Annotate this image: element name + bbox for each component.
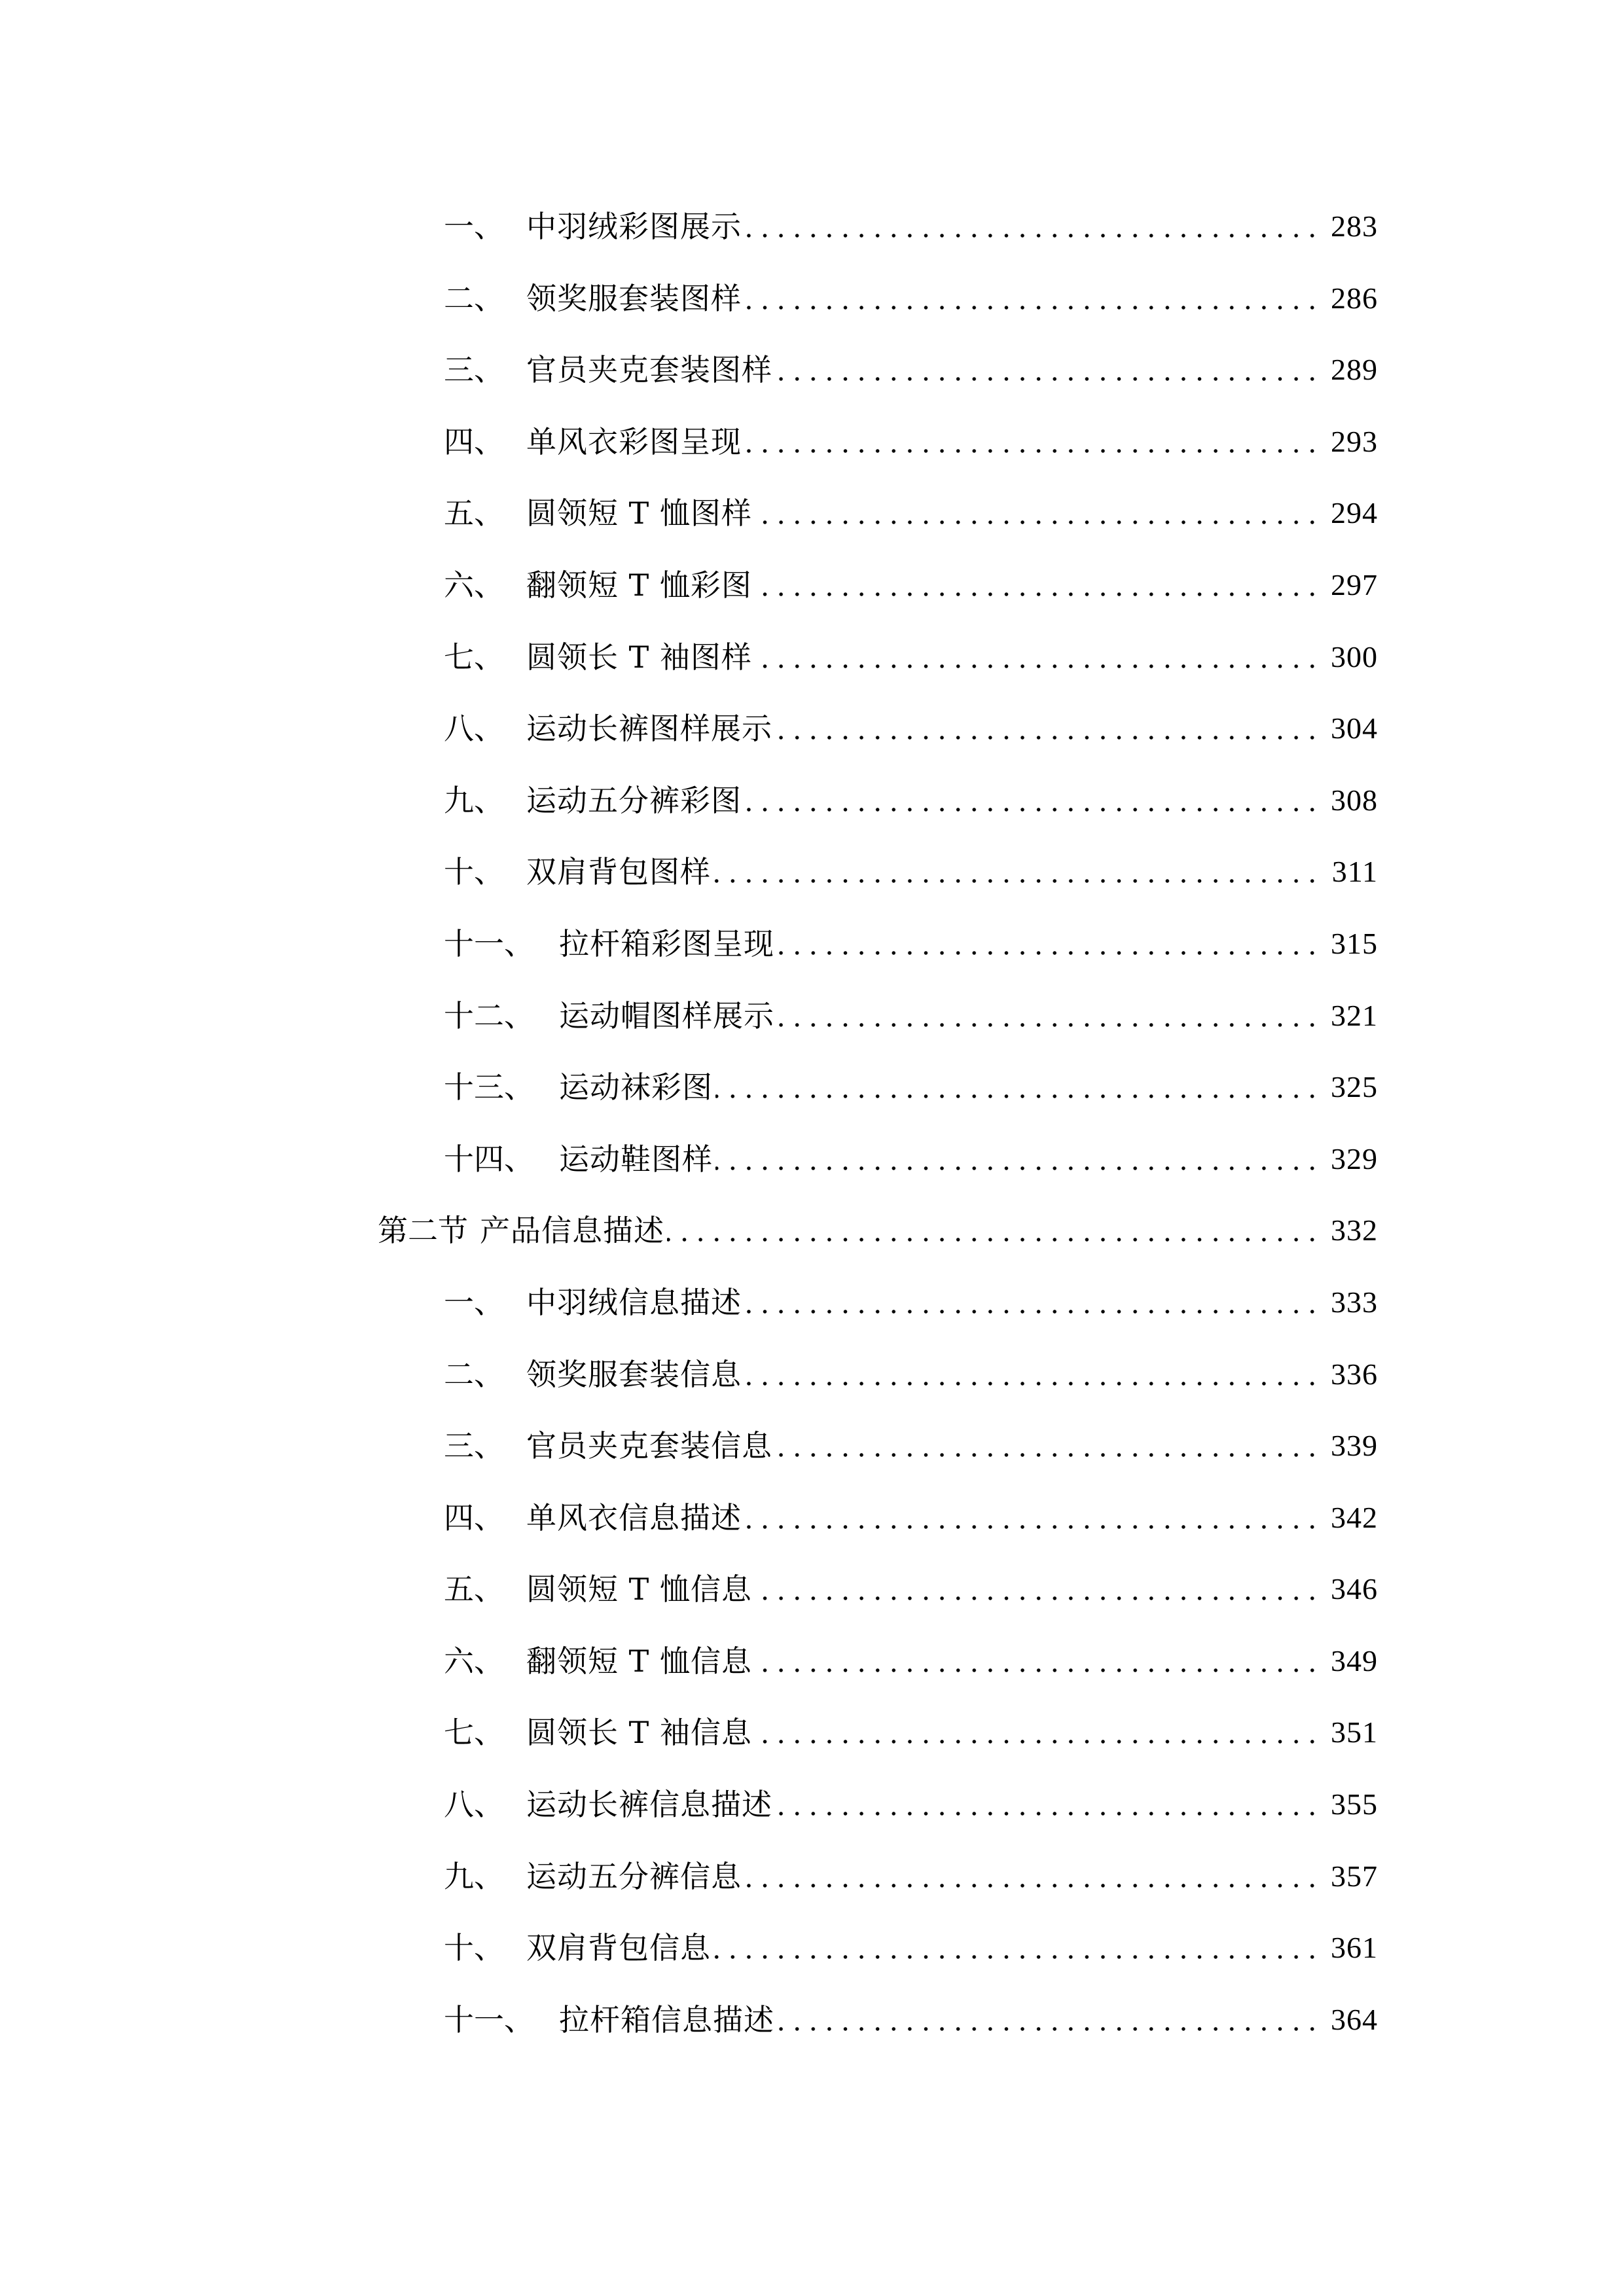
toc-entry[interactable] [378, 1714, 1378, 1786]
toc-entry[interactable] [378, 1571, 1378, 1643]
dot-leader [744, 280, 1320, 317]
toc-entry[interactable] [378, 710, 1378, 782]
toc-entry-title: 圆领长 T 袖图样 [526, 639, 752, 675]
dot-leader [777, 997, 1320, 1034]
dot-leader [713, 1929, 1320, 1966]
toc-entry-title: 运动袜彩图 [559, 1069, 713, 1105]
toc-entry-number: 十三、 [444, 1069, 534, 1105]
toc-entry-page: 357 [1331, 1859, 1378, 1893]
toc-entry-page: 286 [1331, 281, 1378, 315]
toc-entry-title: 官员夹克套装图样 [526, 352, 772, 388]
table-of-contents [378, 208, 1378, 2073]
dot-leader [775, 710, 1320, 747]
toc-entry-number: 九、 [444, 1858, 504, 1894]
toc-entry-page: 364 [1331, 2002, 1378, 2036]
toc-entry-page: 293 [1331, 424, 1378, 458]
toc-entry-page: 329 [1331, 1141, 1378, 1175]
dot-leader [713, 853, 1320, 890]
toc-entry-title: 拉杆箱彩图呈现 [559, 925, 774, 961]
toc-entry-title: 中羽绒信息描述 [526, 1284, 742, 1320]
toc-entry-page: 349 [1331, 1643, 1378, 1677]
dot-leader [755, 1643, 1320, 1679]
toc-entry[interactable] [378, 1786, 1378, 1858]
dot-leader [667, 1212, 1320, 1249]
toc-entry-title: 官员夹克套装信息 [526, 1428, 772, 1464]
toc-entry-number: 六、 [444, 1643, 504, 1679]
toc-entry-title: 运动五分裤信息 [526, 1858, 742, 1894]
toc-entry[interactable] [378, 639, 1378, 711]
toc-entry-page: 308 [1331, 783, 1378, 817]
toc-entry[interactable] [378, 423, 1378, 495]
toc-entry[interactable] [378, 567, 1378, 639]
toc-entry[interactable] [378, 1499, 1378, 1571]
toc-entry-number: 八、 [444, 1787, 504, 1823]
toc-entry-page: 351 [1331, 1715, 1378, 1749]
toc-entry-number: 二、 [444, 280, 504, 316]
toc-entry[interactable] [378, 997, 1378, 1069]
toc-entry[interactable] [378, 280, 1378, 352]
toc-entry-number: 一、 [444, 1284, 504, 1320]
toc-entry-page: 294 [1331, 496, 1378, 530]
toc-entry-title: 领奖服套装信息 [526, 1356, 742, 1392]
toc-entry-title: 中羽绒彩图展示 [526, 209, 742, 244]
toc-entry-page: 283 [1331, 209, 1378, 243]
dot-leader [744, 1499, 1320, 1536]
toc-entry-page: 346 [1331, 1572, 1378, 1606]
toc-entry-number: 五、 [444, 495, 504, 531]
toc-entry-title: 圆领长 T 袖信息 [526, 1715, 752, 1751]
dot-leader [775, 1786, 1320, 1823]
toc-entry-page: 300 [1331, 639, 1378, 673]
toc-entry-page: 321 [1331, 998, 1378, 1032]
toc-entry-number: 七、 [444, 1715, 504, 1751]
toc-entry-title: 单风衣彩图呈现 [526, 423, 742, 459]
toc-entry-title: 运动帽图样展示 [559, 997, 774, 1033]
toc-entry-title: 单风衣信息描述 [526, 1499, 742, 1535]
dot-leader [744, 423, 1320, 460]
toc-entry-page: 304 [1331, 711, 1378, 745]
toc-entry-page: 355 [1331, 1787, 1378, 1821]
toc-entry-page: 315 [1331, 926, 1378, 960]
toc-entry[interactable] [378, 782, 1378, 854]
dot-leader [755, 1714, 1320, 1751]
toc-entry-number: 一、 [444, 209, 504, 244]
dot-leader [744, 208, 1320, 245]
toc-entry[interactable] [378, 1929, 1378, 2001]
dot-leader [744, 1356, 1320, 1393]
toc-entry-number: 二、 [444, 1356, 504, 1392]
toc-section-heading[interactable] [378, 1212, 1378, 1284]
toc-entry-number: 十四、 [444, 1141, 534, 1177]
toc-entry-number: 三、 [444, 352, 504, 388]
dot-leader [744, 1858, 1320, 1895]
toc-entry-number: 八、 [444, 711, 504, 747]
toc-entry[interactable] [378, 208, 1378, 280]
toc-section-title: 产品信息描述 [480, 1213, 664, 1249]
toc-entry-page: 311 [1331, 855, 1378, 889]
toc-entry-title: 领奖服套装图样 [526, 280, 742, 316]
dot-leader [715, 1141, 1320, 1177]
toc-entry-title: 运动长裤信息描述 [526, 1787, 772, 1823]
toc-entry-page: 342 [1331, 1500, 1378, 1534]
toc-entry-page: 332 [1331, 1213, 1378, 1247]
toc-entry-number: 十一、 [444, 2001, 534, 2037]
toc-entry-page: 361 [1331, 1931, 1378, 1965]
toc-entry-title: 翻领短 T 恤信息 [526, 1643, 752, 1679]
toc-entry[interactable] [378, 1643, 1378, 1715]
toc-entry[interactable] [378, 1284, 1378, 1356]
toc-entry-number: 四、 [444, 423, 504, 459]
toc-entry-title: 圆领短 T 恤图样 [526, 495, 752, 531]
toc-entry-number: 三、 [444, 1428, 504, 1464]
dot-leader [775, 351, 1320, 388]
toc-entry-number: 十一、 [444, 925, 534, 961]
toc-entry-page: 325 [1331, 1070, 1378, 1104]
toc-entry-number: 五、 [444, 1571, 504, 1607]
toc-entry-title: 运动五分裤彩图 [526, 782, 742, 818]
toc-entry-title: 运动长裤图样展示 [526, 711, 772, 747]
toc-entry-title: 双肩背包信息 [526, 1930, 711, 1966]
toc-entry-title: 翻领短 T 恤彩图 [526, 567, 752, 603]
toc-entry-page: 333 [1331, 1285, 1378, 1319]
toc-entry-number: 十二、 [444, 997, 534, 1033]
dot-leader [755, 495, 1320, 531]
toc-entry-title: 圆领短 T 恤信息 [526, 1571, 752, 1607]
toc-entry-page: 336 [1331, 1357, 1378, 1391]
dot-leader [744, 1284, 1320, 1321]
toc-entry[interactable] [378, 1141, 1378, 1213]
dot-leader [755, 1571, 1320, 1607]
dot-leader [755, 639, 1320, 675]
toc-entry-title: 运动鞋图样 [559, 1141, 713, 1177]
toc-entry-title: 双肩背包图样 [526, 854, 711, 890]
toc-entry-number: 六、 [444, 567, 504, 603]
toc-entry-number: 十、 [444, 854, 504, 890]
toc-entry-number: 九、 [444, 782, 504, 818]
toc-entry[interactable] [378, 1356, 1378, 1428]
dot-leader [777, 2001, 1320, 2038]
toc-entry-number: 四、 [444, 1499, 504, 1535]
toc-section-number: 第二节 [378, 1213, 468, 1249]
dot-leader [715, 1069, 1320, 1105]
toc-entry[interactable] [378, 495, 1378, 567]
toc-entry[interactable] [378, 853, 1378, 925]
toc-entry[interactable] [378, 351, 1378, 423]
toc-entry[interactable] [378, 1858, 1378, 1930]
dot-leader [744, 782, 1320, 819]
toc-entry-number: 十、 [444, 1930, 504, 1966]
dot-leader [777, 925, 1320, 962]
toc-entry[interactable] [378, 1427, 1378, 1499]
dot-leader [755, 567, 1320, 603]
toc-entry-page: 339 [1331, 1429, 1378, 1463]
toc-entry[interactable] [378, 1069, 1378, 1141]
toc-entry[interactable] [378, 925, 1378, 997]
toc-entry-number: 七、 [444, 639, 504, 675]
toc-entry-title: 拉杆箱信息描述 [559, 2001, 774, 2037]
toc-entry-page: 289 [1331, 353, 1378, 387]
dot-leader [775, 1427, 1320, 1464]
toc-entry[interactable] [378, 2001, 1378, 2073]
toc-entry-page: 297 [1331, 567, 1378, 601]
